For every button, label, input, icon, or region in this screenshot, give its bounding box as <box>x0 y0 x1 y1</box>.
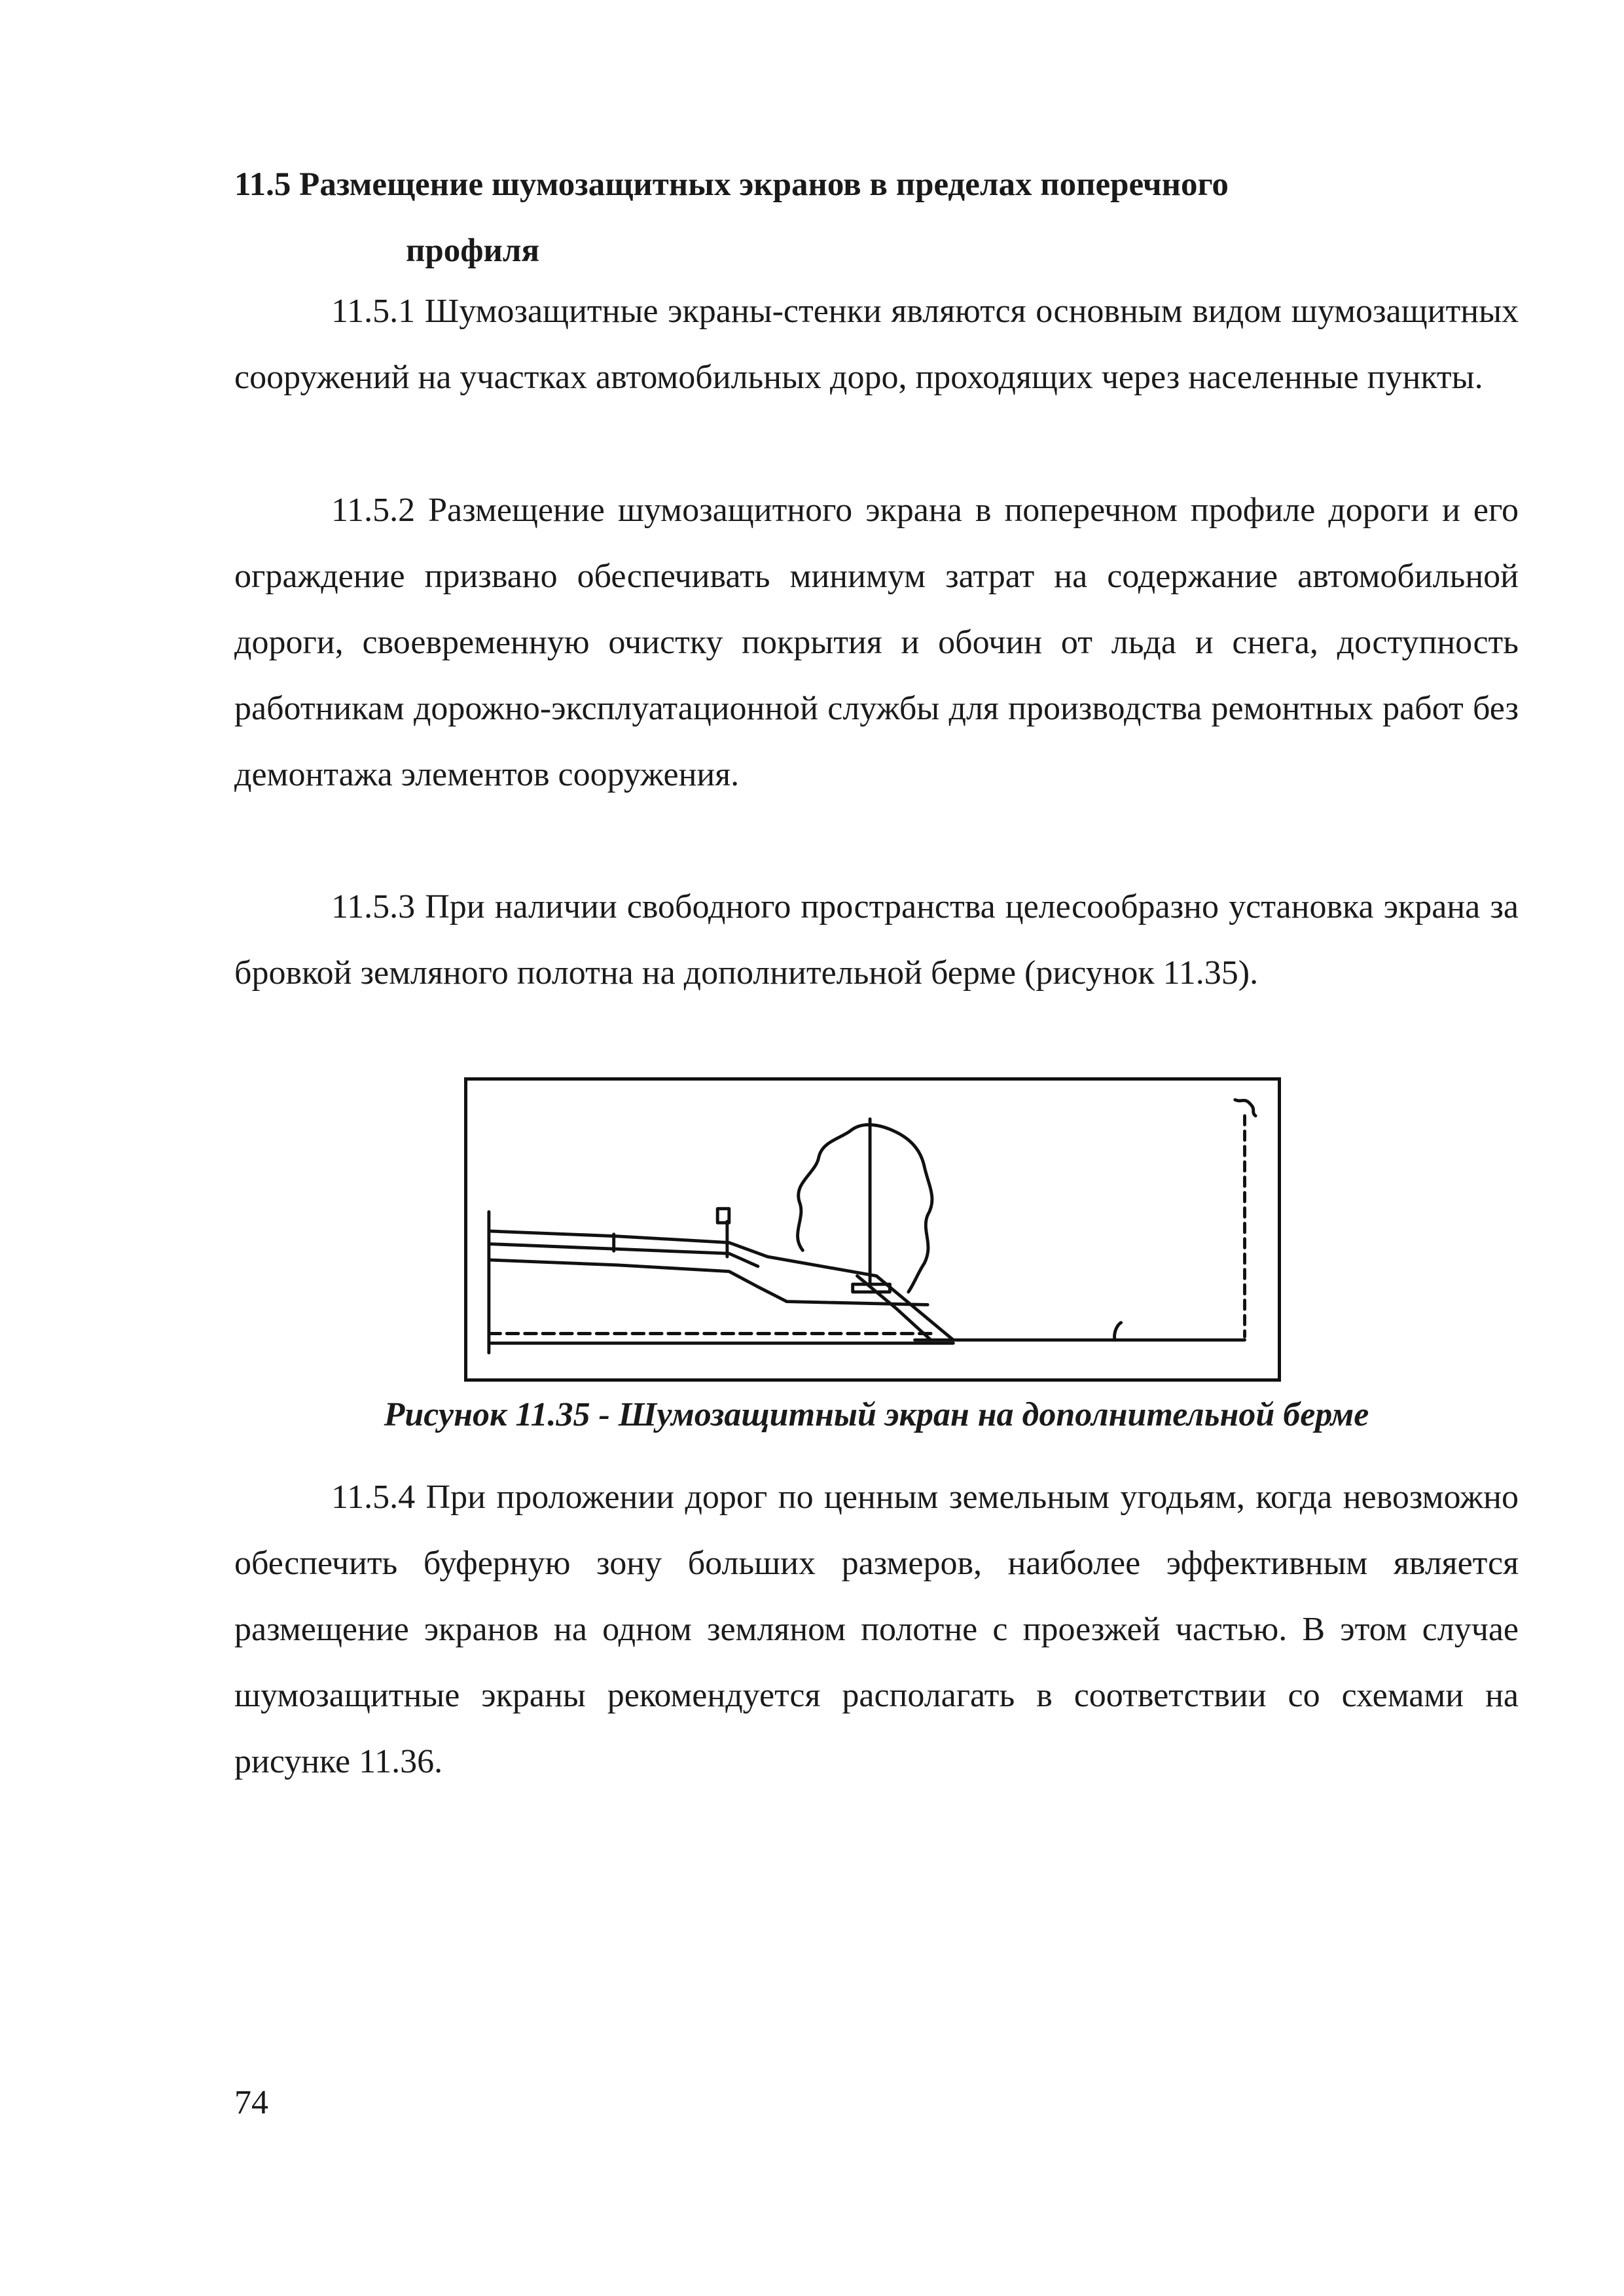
paragraph-11-5-3: 11.5.3 При наличии свободного пространства целесообразно установка экрана за бровкой земляного полотна на дополнительной берме (рисунок 11.35). <box>234 888 1519 992</box>
embankment-line <box>489 1260 928 1304</box>
page-number: 74 <box>234 2084 268 2121</box>
road-cross-section-diagram <box>467 1081 1278 1378</box>
paragraph-11-5-1: 11.5.1 Шумозащитные экраны-стенки являются основным видом шумозащитных сооружений на участках автомобильных доро, проходящих через населенные пункты. <box>234 293 1519 396</box>
section-heading <box>234 152 1517 284</box>
axis-flag-mark <box>1235 1100 1255 1115</box>
ground-marker <box>1115 1323 1121 1340</box>
paragraph-11-5-2: 11.5.2 Размещение шумозащитного экрана в поперечном профиле дороги и его ограждение призвано обеспечивать минимум затрат на содержание автомобильной дороги, своевременную очистку покрытия и обочин от льда и снега, доступность работникам дорожно-эксплуатационной службы для производства ремонтных работ без демонтажа элементов сооружения. <box>234 492 1519 793</box>
figure-11-35-drawing <box>464 1077 1281 1382</box>
section-heading-line1: 11.5 Размещение шумозащитных экранов в пределах поперечного <box>234 166 1229 203</box>
section-heading-line2: профиля <box>406 232 540 269</box>
paragraph-11-5-4: 11.5.4 При проложении дорог по ценным земельным угодьям, когда невозможно обеспечить буферную зону больших размеров, наиболее эффективным является размещение экранов на одном земляном полотне с проезжей частью. В этом случае шумозащитные экраны рекомендуется располагать в соответствии со схемами на рисунке 11.36. <box>234 1479 1519 1780</box>
figure-caption: Рисунок 11.35 - Шумозащитный экран на дополнительной берме <box>384 1396 1369 1433</box>
